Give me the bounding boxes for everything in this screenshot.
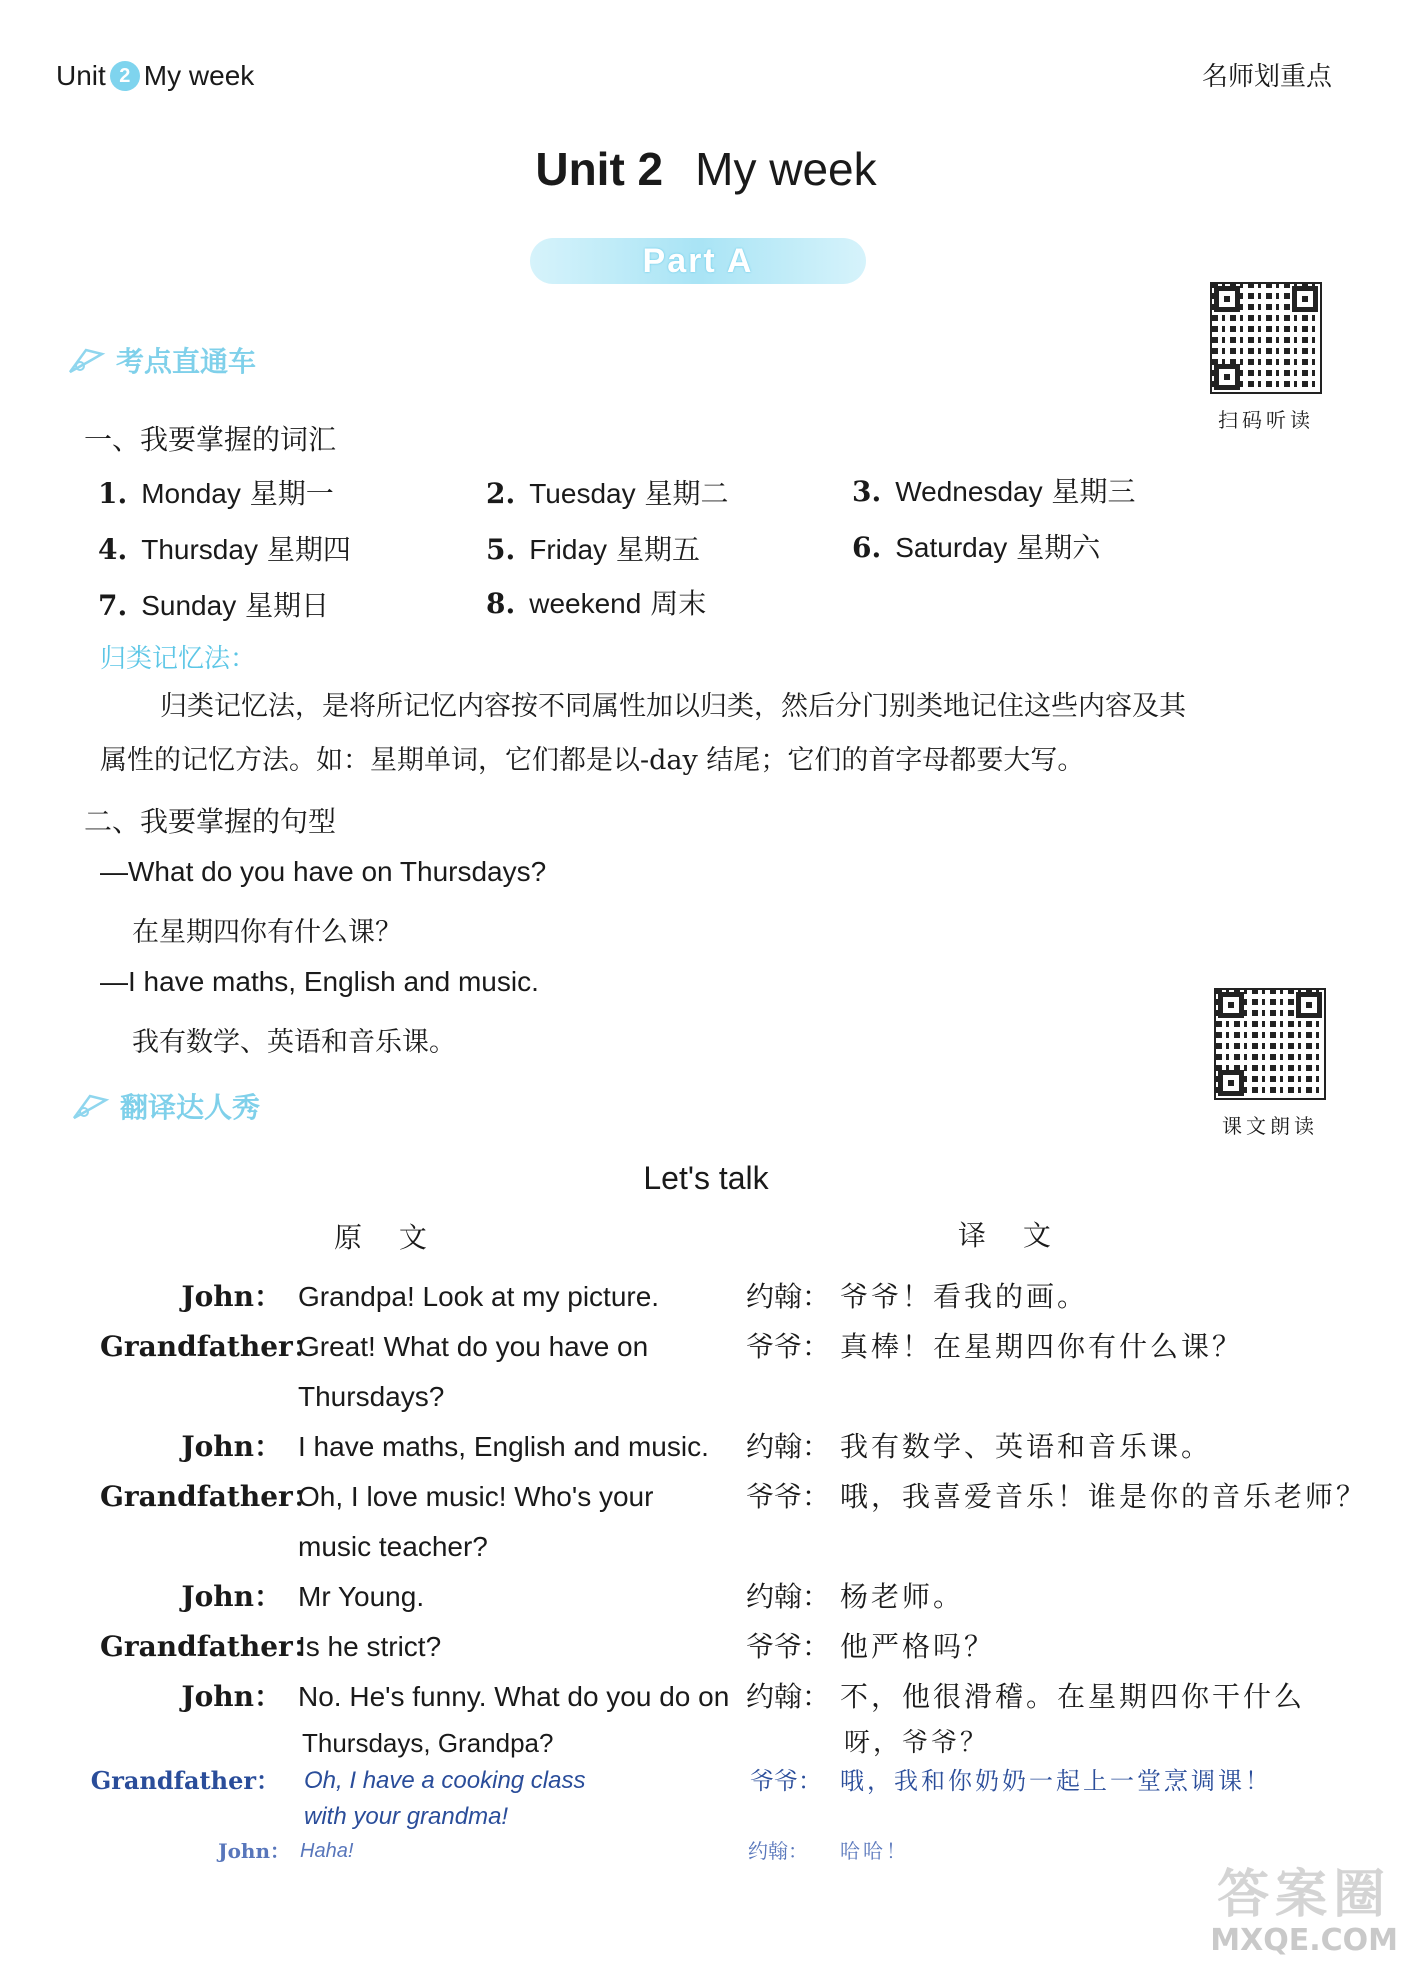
- qr-label-read: 课文朗读: [1222, 1114, 1318, 1138]
- part-banner: Part A: [530, 238, 866, 284]
- section-heading-translation: [70, 1086, 260, 1126]
- vocab-item: 1. Monday 星期一: [98, 477, 334, 510]
- vocab-item: 3. Wednesday 星期三: [852, 475, 1136, 508]
- sentence-zh: 在星期四你有什么课？: [132, 917, 402, 948]
- vocab-item: 2. Tuesday 星期二: [486, 477, 729, 510]
- vocab-heading: 一、我要掌握的词汇: [84, 423, 337, 456]
- qr-code-icon[interactable]: [1210, 282, 1322, 394]
- header-unit-word: Unit: [56, 60, 106, 91]
- watermark-logo: 答案圈 MXQE.COM: [1210, 1865, 1398, 1958]
- qr-label-listen: 扫码听读: [1218, 408, 1314, 432]
- rocket-icon: [66, 344, 106, 376]
- header-unit-name: My week: [143, 60, 255, 91]
- memory-tip-text-2: 属性的记忆方法。如：星期单词，它们都是以-day 结尾；它们的首字母都要大写。: [100, 745, 1085, 776]
- unit-number-badge: 2: [110, 61, 140, 91]
- vocab-item: 6. Saturday 星期六: [852, 531, 1101, 564]
- qr-code-icon[interactable]: [1214, 988, 1326, 1100]
- section-heading-text: 翻译达人秀: [120, 1091, 261, 1124]
- sentence-zh: 我有数学、英语和音乐课。: [132, 1027, 456, 1058]
- header-right-label: 名师划重点: [1201, 62, 1332, 92]
- vocab-item: 4. Thursday 星期四: [98, 533, 351, 566]
- column-head-translation: 译 文: [958, 1219, 1065, 1252]
- page-title: [0, 142, 1412, 196]
- memory-tip-label: 归类记忆法：: [100, 644, 257, 674]
- running-header-unit: [56, 60, 254, 92]
- title-unit: Unit 2: [535, 143, 664, 195]
- vocab-item: 8. weekend 周末: [486, 587, 707, 620]
- sentence-heading: 二、我要掌握的句型: [84, 805, 337, 838]
- sentence-en: —What do you have on Thursdays?: [100, 856, 547, 887]
- section-heading-key-points: [66, 340, 256, 380]
- rocket-icon: [70, 1090, 110, 1122]
- section-heading-text: 考点直通车: [116, 345, 257, 378]
- sentence-en: —I have maths, English and music.: [100, 966, 539, 997]
- vocab-item: 7. Sunday 星期日: [98, 589, 330, 622]
- vocab-item: 5. Friday 星期五: [486, 533, 700, 566]
- column-head-original: 原 文: [334, 1221, 441, 1254]
- memory-tip-text: 归类记忆法，是将所记忆内容按不同属性加以归类，然后分门别类地记住这些内容及其: [160, 691, 1186, 722]
- talk-title: Let's talk: [643, 1160, 769, 1196]
- title-name: My week: [695, 143, 877, 195]
